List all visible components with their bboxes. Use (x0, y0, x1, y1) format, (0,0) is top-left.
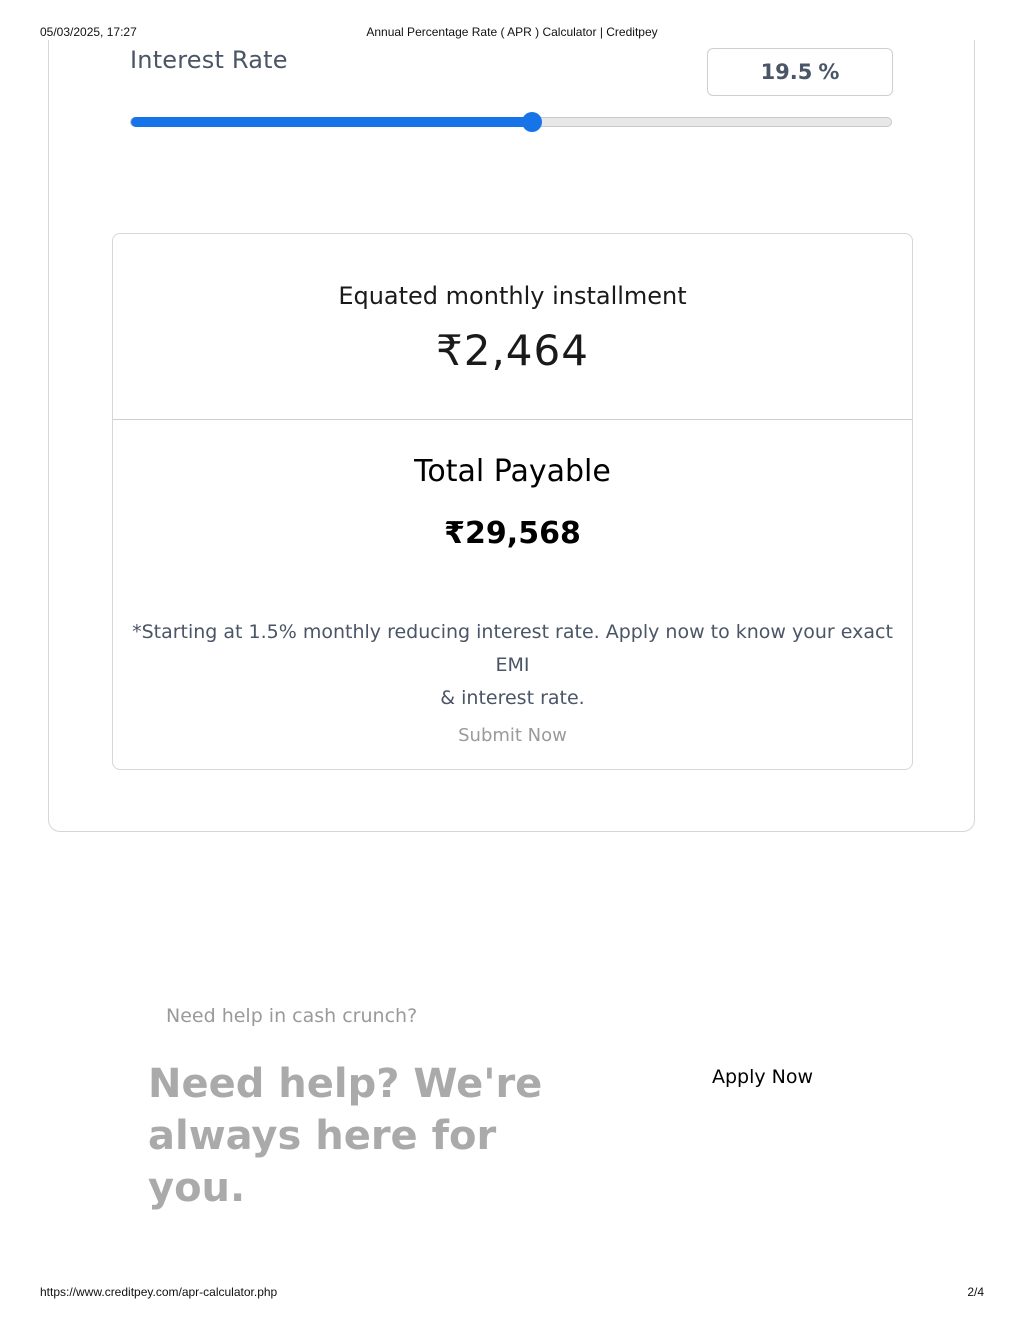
interest-rate-label: Interest Rate (130, 46, 288, 74)
disclaimer-line-1: *Starting at 1.5% monthly reducing interest rate. Apply now to know your exact EMI (132, 621, 893, 676)
interest-rate-input[interactable] (707, 48, 893, 96)
submit-button[interactable]: Submit Now (458, 725, 567, 746)
print-header (40, 25, 984, 41)
help-heading-line-1: Need help? We're (148, 1061, 543, 1107)
print-page-number: 2/4 (967, 1285, 984, 1299)
interest-rate-value: 19.5 (760, 60, 813, 84)
print-url: https://www.creditpey.com/apr-calculator.php (40, 1285, 278, 1299)
help-heading (148, 1058, 588, 1214)
interest-disclaimer (113, 616, 912, 715)
help-kicker: Need help in cash crunch? (166, 1005, 418, 1027)
emi-label: Equated monthly installment (338, 282, 687, 310)
interest-rate-slider[interactable] (130, 117, 892, 127)
interest-rate-unit: % (818, 60, 840, 84)
apply-now-link[interactable]: Apply Now (712, 1066, 814, 1088)
print-page-title: Annual Percentage Rate ( APR ) Calculator | Creditpey (366, 25, 658, 39)
slider-fill (131, 117, 532, 127)
help-heading-line-2: always here for you. (148, 1113, 497, 1211)
total-payable-label: Total Payable (414, 454, 611, 489)
print-footer (40, 1285, 984, 1301)
total-payable-value: ₹29,568 (444, 516, 581, 551)
emi-section (113, 234, 912, 420)
slider-thumb[interactable] (522, 112, 542, 132)
emi-value: ₹2,464 (436, 326, 589, 375)
print-datetime: 05/03/2025, 17:27 (40, 25, 137, 39)
result-card (112, 233, 913, 770)
disclaimer-line-2: & interest rate. (440, 687, 585, 709)
